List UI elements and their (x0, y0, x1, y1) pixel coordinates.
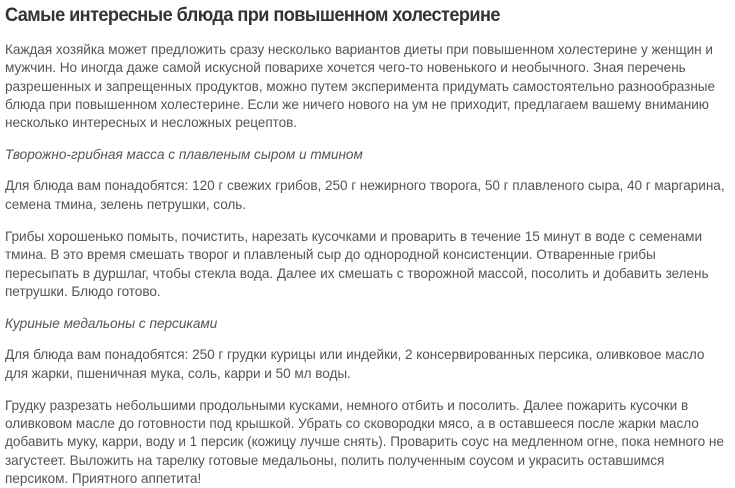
intro-paragraph: Каждая хозяйка может предложить сразу несколько вариантов диеты при повышенном холестерине у женщин и мужчин. Но иногда даже самой искусной поварихе хочется чего-то новенького и необычного. Зная перечень разрешенных и запрещенных продуктов, можно путем эксперимента придумать самостоятельно разнообразные блюда при повышенном холестерине. Если же ничего нового на ум не приходит, предлагаем вашему вниманию несколько интересных и несложных рецептов. (5, 42, 716, 131)
recipe-heading: Куриные медальоны с персиками (5, 316, 218, 332)
recipe-2 (5, 315, 729, 488)
recipe-method: Грудку разрезать небольшими продольными кусками, немного отбить и посолить. Далее пожарить кусочки в оливковом масле до готовности под крышкой. Убрать со сковородки мясо, а в оставшееся после жарки масло добавить муку, карри, воду и 1 персик (кожицу лучше снять). Проварить соус на медленном огне, пока немного не загустеет. Выложить на тарелку готовые медальоны, полить полученным соусом и украсить оставшимся персиком. Приятного аппетита! (5, 397, 724, 487)
recipe-heading: Творожно-грибная масса с плавленым сыром и тмином (5, 147, 363, 163)
recipe-method: Грибы хорошенько помыть, почистить, нарезать кусочками и проварить в течение 15 минут в воде с семенами тмина. В это время смешать творог и плавленый сыр до однородной консистенции. Отваренные грибы пересыпать в дуршлаг, чтобы стекла вода. Далее их смешать с творожной массой, посолить и добавить зелень петрушки. Блюдо готово. (5, 229, 709, 299)
recipe-1 (5, 146, 729, 301)
article-title: Самые интересные блюда при повышенном холестерине (5, 4, 500, 26)
recipe-ingredients: Для блюда вам понадобятся: 250 г грудки курицы или индейки, 2 консервированных персика, оливковое масло для жарки, пшеничная мука, соль, карри и 50 мл воды. (5, 347, 705, 381)
recipe-ingredients: Для блюда вам понадобятся: 120 г свежих грибов, 250 г нежирного творога, 50 г плавленого сыра, 40 г маргарина, семена тмина, зелень петрушки, соль. (5, 178, 725, 212)
